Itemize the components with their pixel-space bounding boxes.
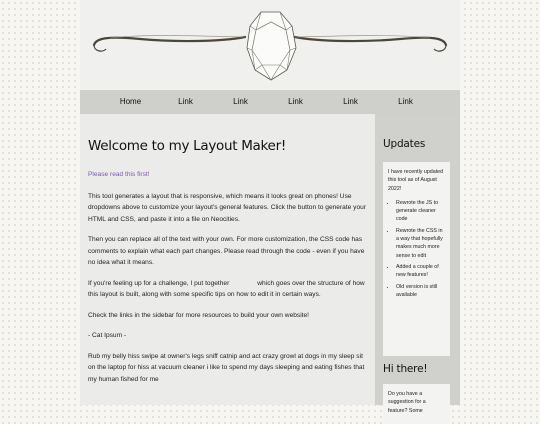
hi-there-text: Do you have a suggestion for a feature? Some (388, 391, 426, 414)
updates-intro: I have recently updated this tool as of August 2022! (388, 169, 444, 192)
intro-paragraph: This tool generates a layout that is responsive, which means it looks great on phones! Use dropdowns above to customize your layout's general features. Click the button to generate your HTML and CSS, and paste it into a file on Neocities. (88, 192, 366, 223)
hi-there-box (383, 384, 450, 424)
ornament-gem-icon (80, 0, 460, 90)
updates-list (388, 199, 445, 299)
top-navigation (80, 90, 460, 114)
customization-paragraph: Then you can replace all of the text with your own. For more customization, the CSS code has comments to explain what each part changes. Please read through the code - even if you have no idea what it means. (88, 236, 365, 266)
read-first-notice: Please read this first! (88, 171, 150, 178)
nav-link-1[interactable]: Link (178, 97, 193, 106)
nav-link-5[interactable]: Link (398, 97, 413, 106)
main-content (80, 114, 375, 405)
cat-ipsum-paragraph: Rub my belly hiss swipe at owner's legs sniff catnip and act crazy growl at dogs in my sleep sit on the laptop for hiss at vacuum cleaner i like to spend my days sleeping and eating fishes that my human fished for me (88, 352, 365, 383)
page-title: Welcome to my Layout Maker! (88, 138, 286, 154)
sidebar-hint-paragraph: Check the links in the sidebar for more resources to build your own website! (88, 311, 309, 319)
challenge-text-start: If you're feeling up for a challenge, I put together (88, 279, 230, 287)
nav-link-2[interactable]: Link (233, 97, 248, 106)
nav-link-home[interactable]: Home (119, 97, 142, 106)
list-item: • Old version is still available (396, 283, 445, 300)
challenge-paragraph (88, 278, 367, 301)
list-item: • Rewrote the CSS in a way that hopefully makes much more sense to edit (396, 227, 445, 260)
layout-page (80, 0, 460, 414)
hi-there-heading: Hi there! (383, 363, 428, 375)
sidebar (375, 114, 460, 414)
nav-link-3[interactable]: Link (288, 97, 303, 106)
nav-link-4[interactable]: Link (343, 97, 358, 106)
cat-ipsum-heading: - Cat Ipsum - (88, 332, 127, 339)
updates-heading: Updates (383, 138, 426, 150)
challenge-text-end: which goes over the structure of how this layout is built, along with some specific tips on how to edit it in certain ways. (88, 279, 365, 298)
updates-box (383, 162, 450, 356)
list-item: • Rewrote the JS to generate cleaner code (396, 199, 445, 224)
list-item: • Added a couple of new features! (396, 263, 445, 280)
header-banner (80, 0, 460, 90)
